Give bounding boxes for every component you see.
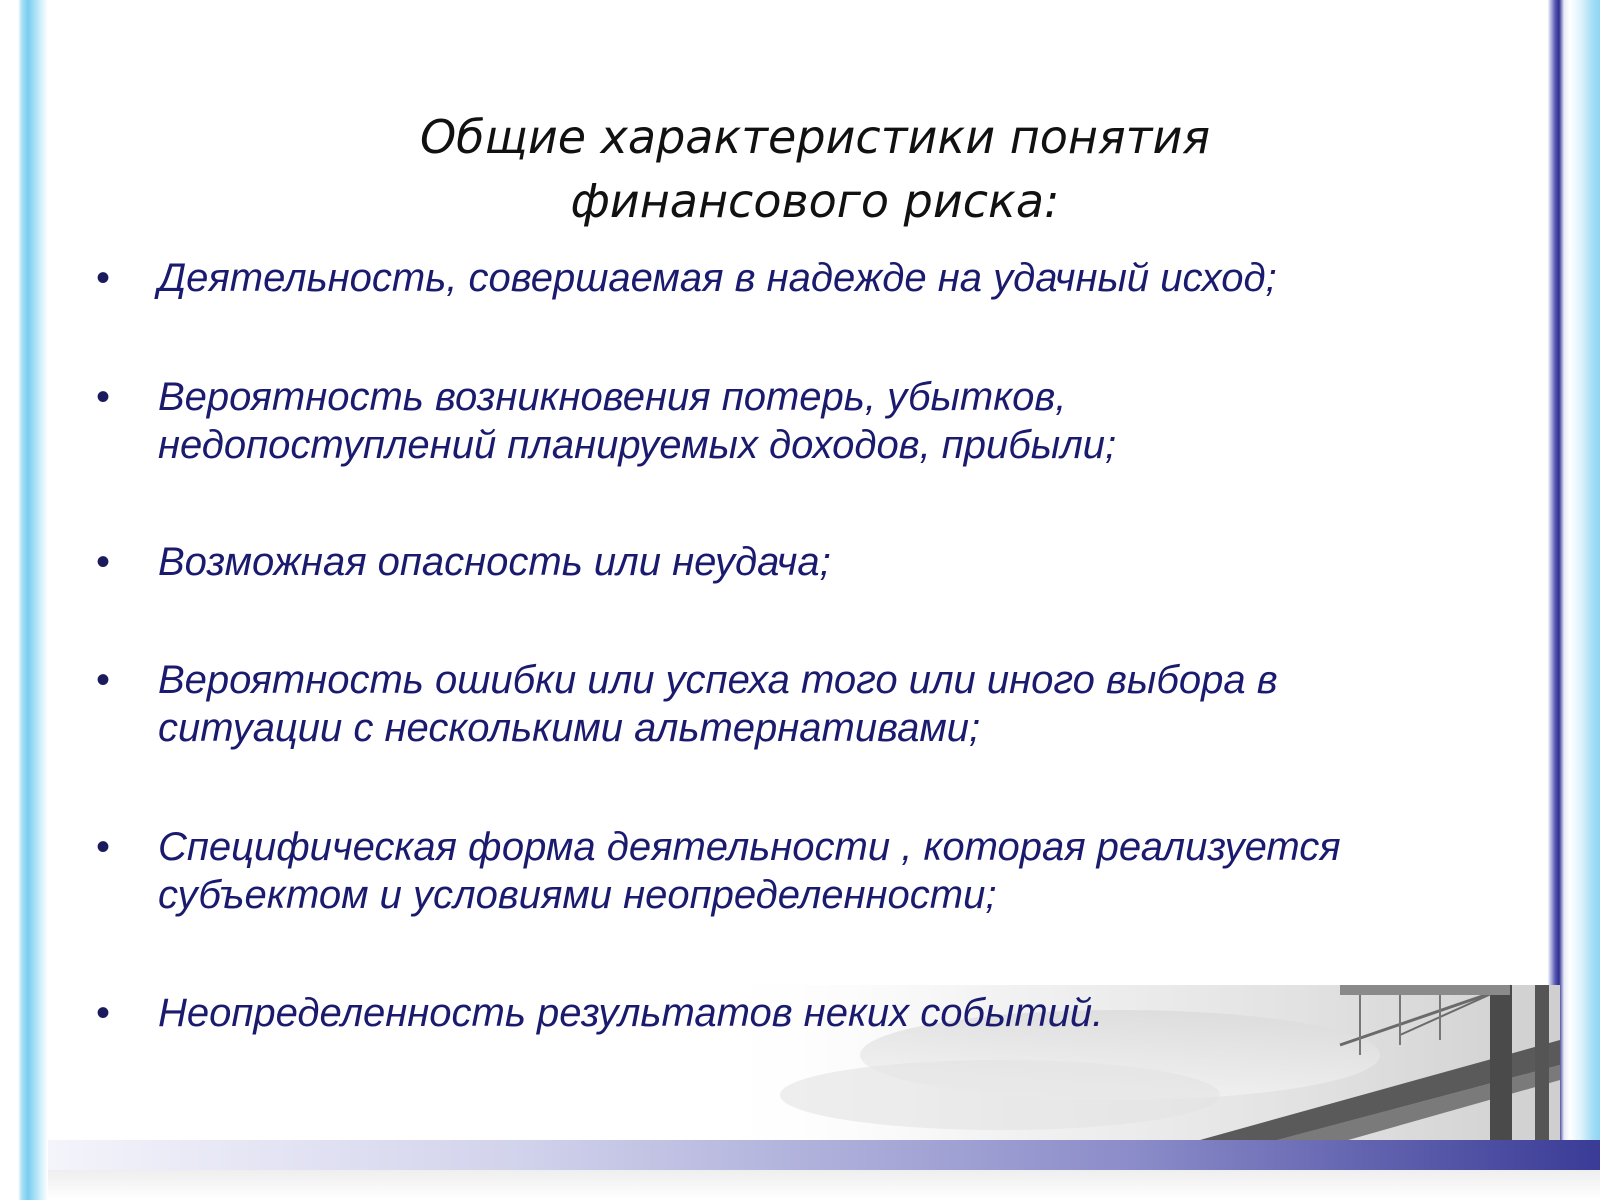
bullet-text-line: Вероятность ошибки или успеха того или иного выбора в	[158, 658, 1278, 702]
bullet-text-line: Возможная опасность или неудача;	[158, 540, 831, 584]
left-decorative-bar	[0, 0, 48, 1200]
bullet-text	[158, 538, 1598, 586]
bullet-text	[158, 823, 1598, 919]
title-line: Общие характеристики понятия	[419, 110, 1211, 164]
bullet-text-line: Вероятность возникновения потерь, убытков,	[158, 375, 1067, 419]
bullet-text-line: субъектом и условиями неопределенности;	[158, 873, 997, 917]
bullet-text-line: ситуации с несколькими альтернативами;	[158, 706, 981, 750]
bullet-dot-icon: •	[96, 375, 111, 419]
bullet-dot-icon: •	[96, 658, 111, 702]
bullet-text	[158, 373, 1598, 469]
bullet-dot-icon: •	[96, 540, 111, 584]
bullet-text-line: Неопределенность результатов неких событий.	[158, 991, 1104, 1035]
bullet-dot-icon: •	[96, 991, 111, 1035]
bullet-dot-icon: •	[96, 256, 111, 300]
bullet-dot-icon: •	[96, 825, 111, 869]
bottom-shadow	[48, 1170, 1600, 1200]
bullet-text-line: Деятельность, совершаемая в надежде на удачный исход;	[158, 256, 1277, 300]
title-line: финансового риска:	[570, 174, 1060, 228]
bullet-text-line: Специфическая форма деятельности , которая реализуется	[158, 825, 1341, 869]
bullet-text	[158, 989, 1598, 1037]
bottom-decorative-bar	[48, 1140, 1600, 1170]
bullet-text	[158, 656, 1598, 752]
bullet-text	[158, 254, 1598, 302]
bullet-text-line: недопоступлений планируемых доходов, прибыли;	[158, 423, 1117, 467]
slide-title	[260, 105, 1370, 233]
